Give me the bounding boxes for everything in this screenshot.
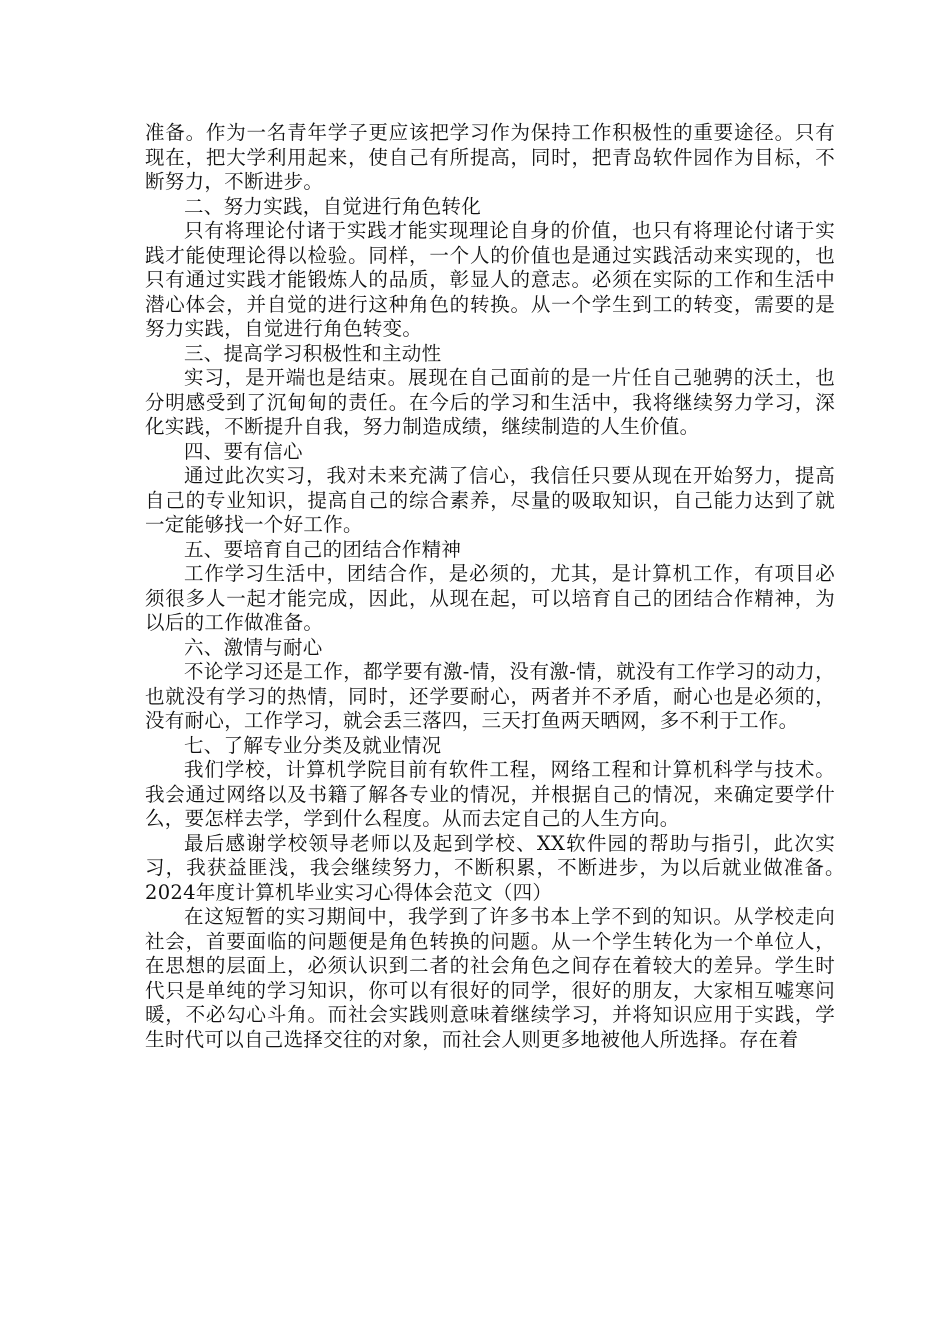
section-heading-4: 四、要有信心 [184, 439, 303, 463]
paragraph: 我们学校，计算机学院目前有软件工程，网络工程和计算机科学与技术。我会通过网络以及书籍了解各专业的情况，并根据自己的情况，来确定要学什么，要怎样去学，学到什么程度。从而去定自己的人生方向。 [145, 758, 835, 830]
paragraph-closing: 最后感谢学校领导老师以及起到学校、XX软件园的帮助与指引，此次实习，我获益匪浅，我会继续努力，不断积累，不断进步，为以后就业做准备。 2024年度计算机毕业实习心得体会范文（四） [145, 831, 875, 904]
section-heading-6: 六、激情与耐心 [184, 635, 323, 659]
paragraph: 工作学习生活中，团结合作，是必须的，尤其，是计算机工作，有项目必须很多人一起才能完成，因此，从现在起，可以培育自己的团结合作精神，为以后的工作做准备。 [145, 562, 835, 634]
section-heading-3: 三、提高学习积极性和主动性 [184, 341, 442, 365]
section-heading-5: 五、要培育自己的团结合作精神 [184, 537, 462, 561]
paragraph: 通过此次实习，我对未来充满了信心，我信任只要从现在开始努力，提高自己的专业知识，提高自己的综合素养，尽量的吸取知识，自己能力达到了就一定能够找一个好工作。 [145, 464, 835, 536]
paragraph: 只有将理论付诸于实践才能实现理论自身的价值，也只有将理论付诸于实践才能使理论得以检验。同样，一个人的价值也是通过实践活动来实现的，也只有通过实践才能锻炼人的品质，彰显人的意志。必须在实际的工作和生活中潜心体会，并自觉的进行这种角色的转换。从一个学生到工的转变，需要的是努力实践，自觉进行角色转变。 [145, 219, 835, 340]
paragraph-continued: 准备。作为一名青年学子更应该把学习作为保持工作积极性的重要途径。只有现在，把大学利用起来，使自己有所提高，同时，把青岛软件园作为目标，不断努力，不断进步。 [145, 121, 835, 193]
document-body [145, 121, 875, 1052]
paragraph: 实习，是开端也是结束。展现在自己面前的是一片任自己驰骋的沃土，也分明感受到了沉甸甸的责任。在今后的学习和生活中，我将继续努力学习，深化实践，不断提升自我，努力制造成绩，继续制造的人生价值。 [145, 366, 835, 438]
paragraph: 在这短暂的实习期间中，我学到了许多书本上学不到的知识。从学校走向社会，首要面临的问题便是角色转换的问题。从一个学生转化为一个单位人，在思想的层面上，必须认识到二者的社会角色之间存在着较大的差异。学生时代只是单纯的学习知识，你可以有很好的同学，很好的朋友，大家相互嘘寒问暖，不必勾心斗角。而社会实践则意味着继续学习，并将知识应用于实践，学生时代可以自己选择交往的对象，而社会人则更多地被他人所选择。存在着 [145, 905, 835, 1051]
section-heading-7: 七、了解专业分类及就业情况 [184, 733, 442, 757]
section-heading-2: 二、努力实践，自觉进行角色转化 [184, 194, 482, 218]
paragraph: 不论学习还是工作，都学要有激-情，没有激-情，就没有工作学习的动力，也就没有学习的热情，同时，还学要耐心，两者并不矛盾，耐心也是必须的，没有耐心，工作学习，就会丢三落四，三天打鱼两天晒网，多不利于工作。 [145, 660, 835, 732]
